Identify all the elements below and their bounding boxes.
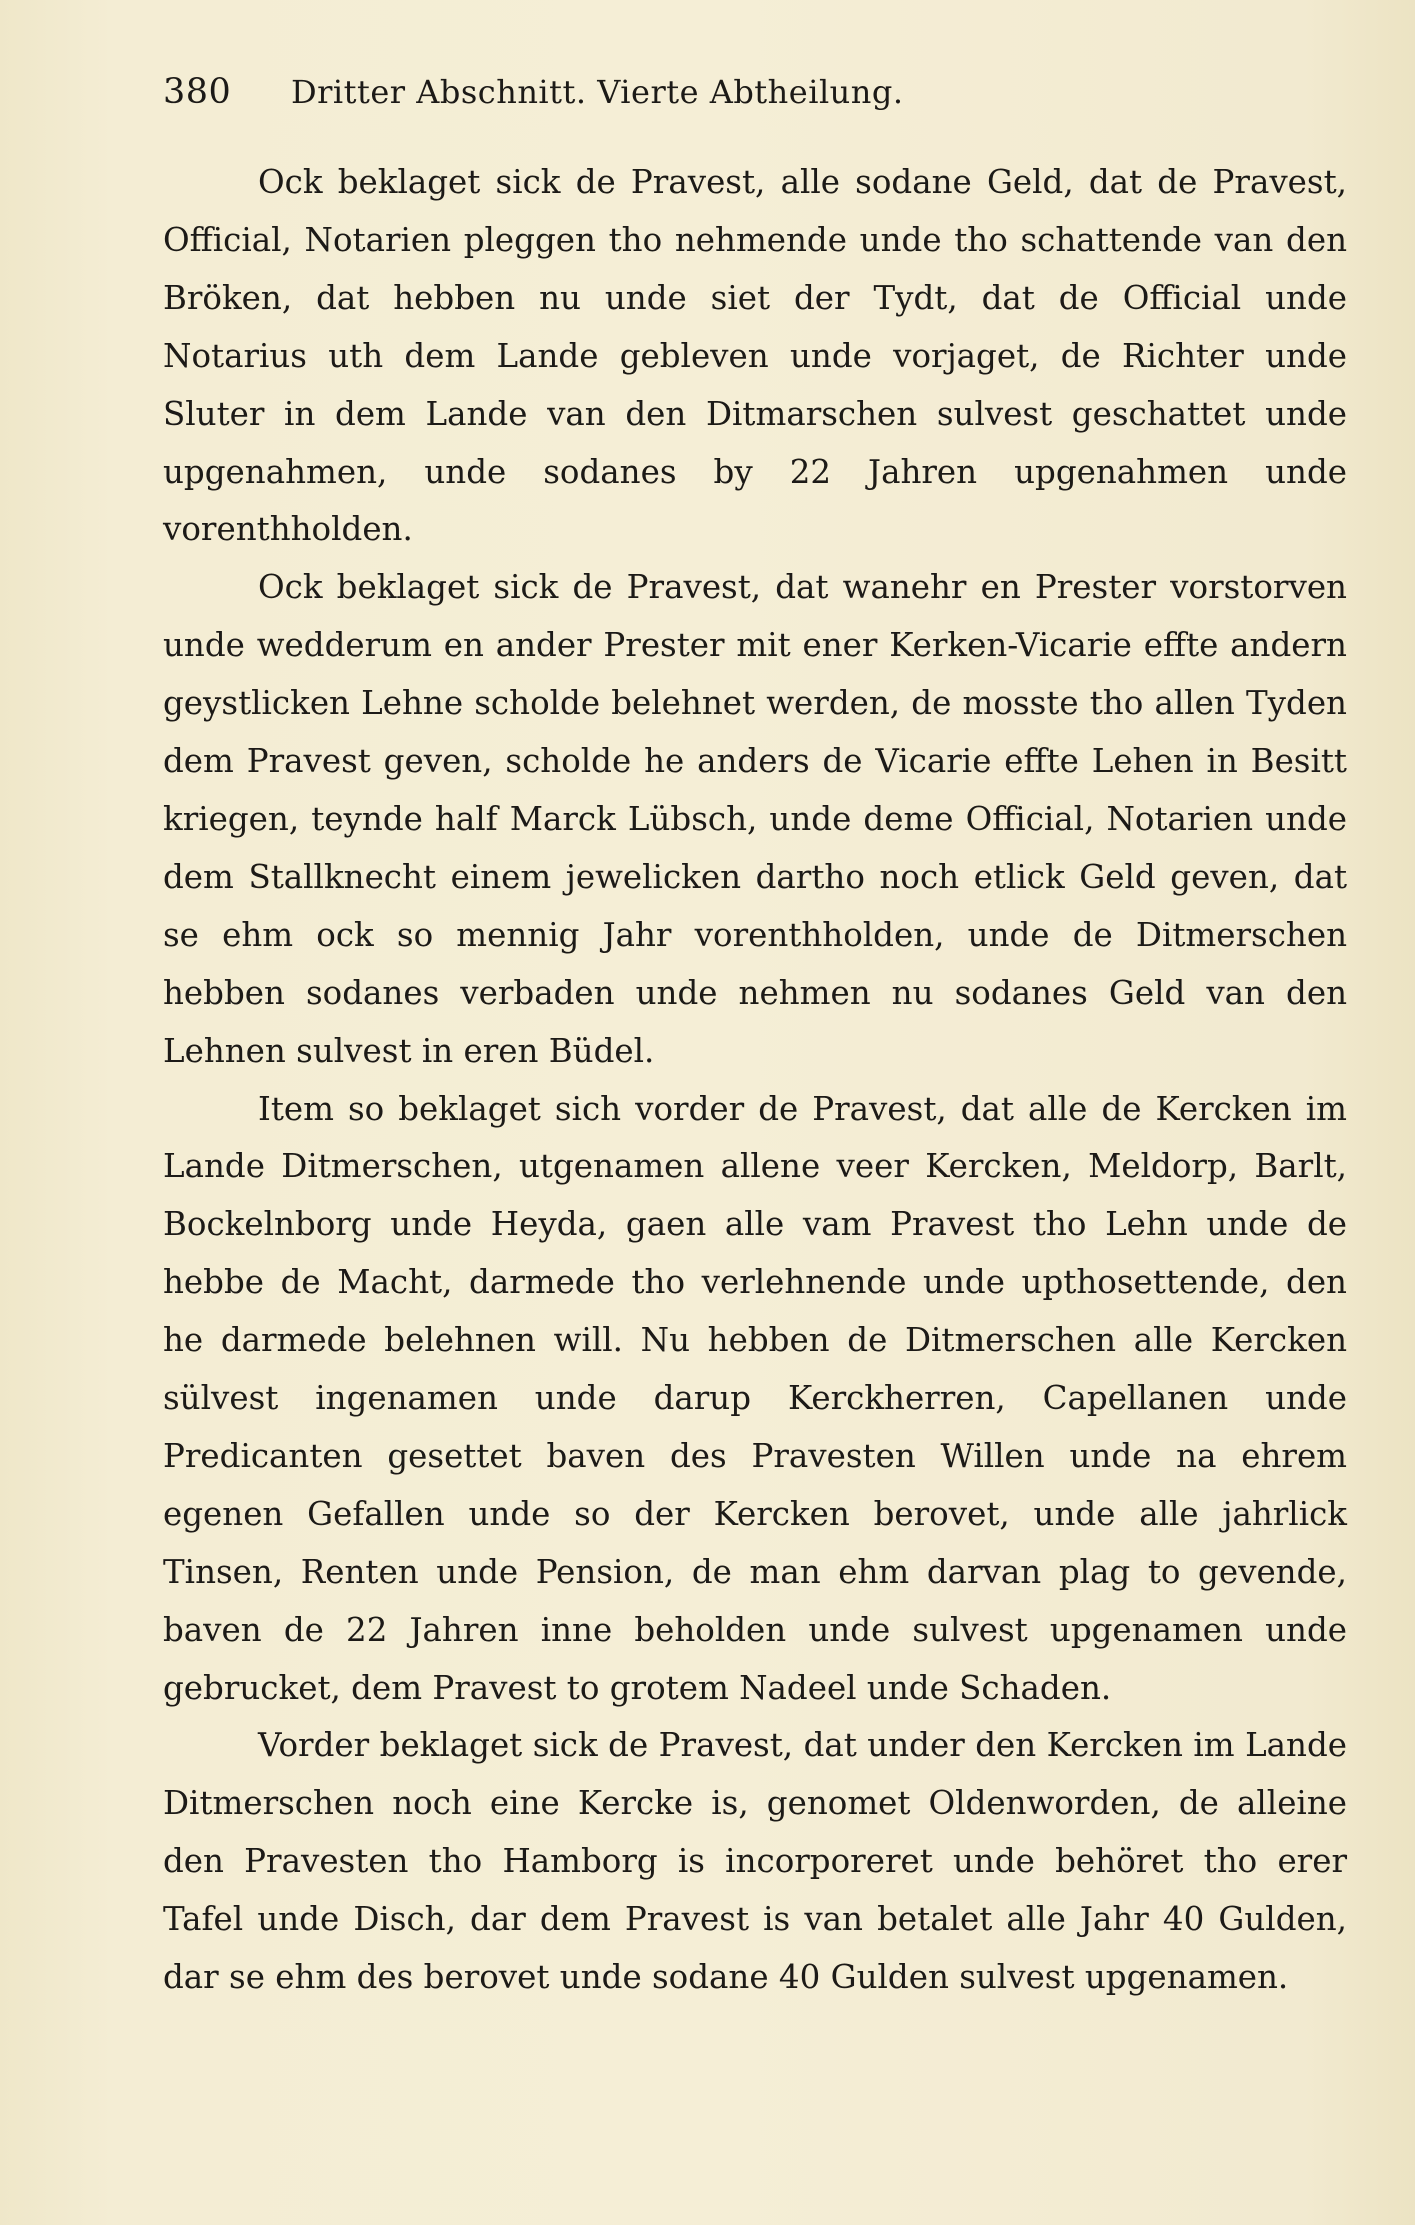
page-header xyxy=(163,62,1263,122)
paragraph: Ock beklaget sick de Pravest, alle sodane Geld, dat de Pravest, Official, Notarien pleggen tho nehmende unde tho schattende van den Bröken, dat hebben nu unde siet der Tydt, dat de Official unde Notarius uth dem Lande gebleven unde vorjaget, de Richter unde Sluter in dem Lande van den Ditmarschen sulvest geschattet unde upgenahmen, unde sodanes by 22 Jahren upgenahmen unde vorenthholden. xyxy=(163,163,1347,549)
paragraph: Vorder beklaget sick de Pravest, dat under den Kercken im Lande Ditmerschen noch eine Kercke is, genomet Oldenworden, de alleine den Pravesten tho Hamborg is incorporeret unde behöret tho erer Tafel unde Disch, dar dem Pravest is van betalet alle Jahr 40 Gulden, dar se ehm des berovet unde sodane 40 Gulden sulvest upgenamen. xyxy=(163,1726,1347,1997)
running-title: Dritter Abschnitt. Vierte Abtheilung. xyxy=(290,73,904,111)
paragraph: Item so beklaget sich vorder de Pravest, dat alle de Kercken im Lande Ditmerschen, utgenamen allene veer Kercken, Meldorp, Barlt, Bockelnborg unde Heyda, gaen alle vam Pravest tho Lehn unde de hebbe de Macht, darmede tho verlehnende unde upthosettende, den he darmede belehnen will. Nu hebben de Ditmerschen alle Kercken sülvest ingenamen unde darup Kerckherren, Capellanen unde Predicanten gesettet baven des Pravesten Willen unde na ehrem egenen Gefallen unde so der Kercken berovet, unde alle jahrlick Tinsen, Renten unde Pension, de man ehm darvan plag to gevende, baven de 22 Jahren inne beholden unde sulvest upgenamen unde gebrucket, dem Pravest to grotem Nadeel unde Schaden. xyxy=(163,1089,1347,1707)
body-text xyxy=(163,154,1347,2007)
page-number: 380 xyxy=(163,72,232,112)
paragraph: Ock beklaget sick de Pravest, dat wanehr en Prester vorstorven unde wedderum en ander Prester mit ener Kerken-Vicarie effte andern geystlicken Lehne scholde belehnet werden, de mosste tho allen Tyden dem Pravest geven, scholde he anders de Vicarie effte Lehen in Besitt kriegen, teynde half Marck Lübsch, unde deme Official, Notarien unde dem Stallknecht einem jewelicken dartho noch etlick Geld geven, dat se ehm ock so mennig Jahr vorenthholden, unde de Ditmerschen hebben sodanes verbaden unde nehmen nu sodanes Geld van den Lehnen sulvest in eren Büdel. xyxy=(163,568,1347,1070)
